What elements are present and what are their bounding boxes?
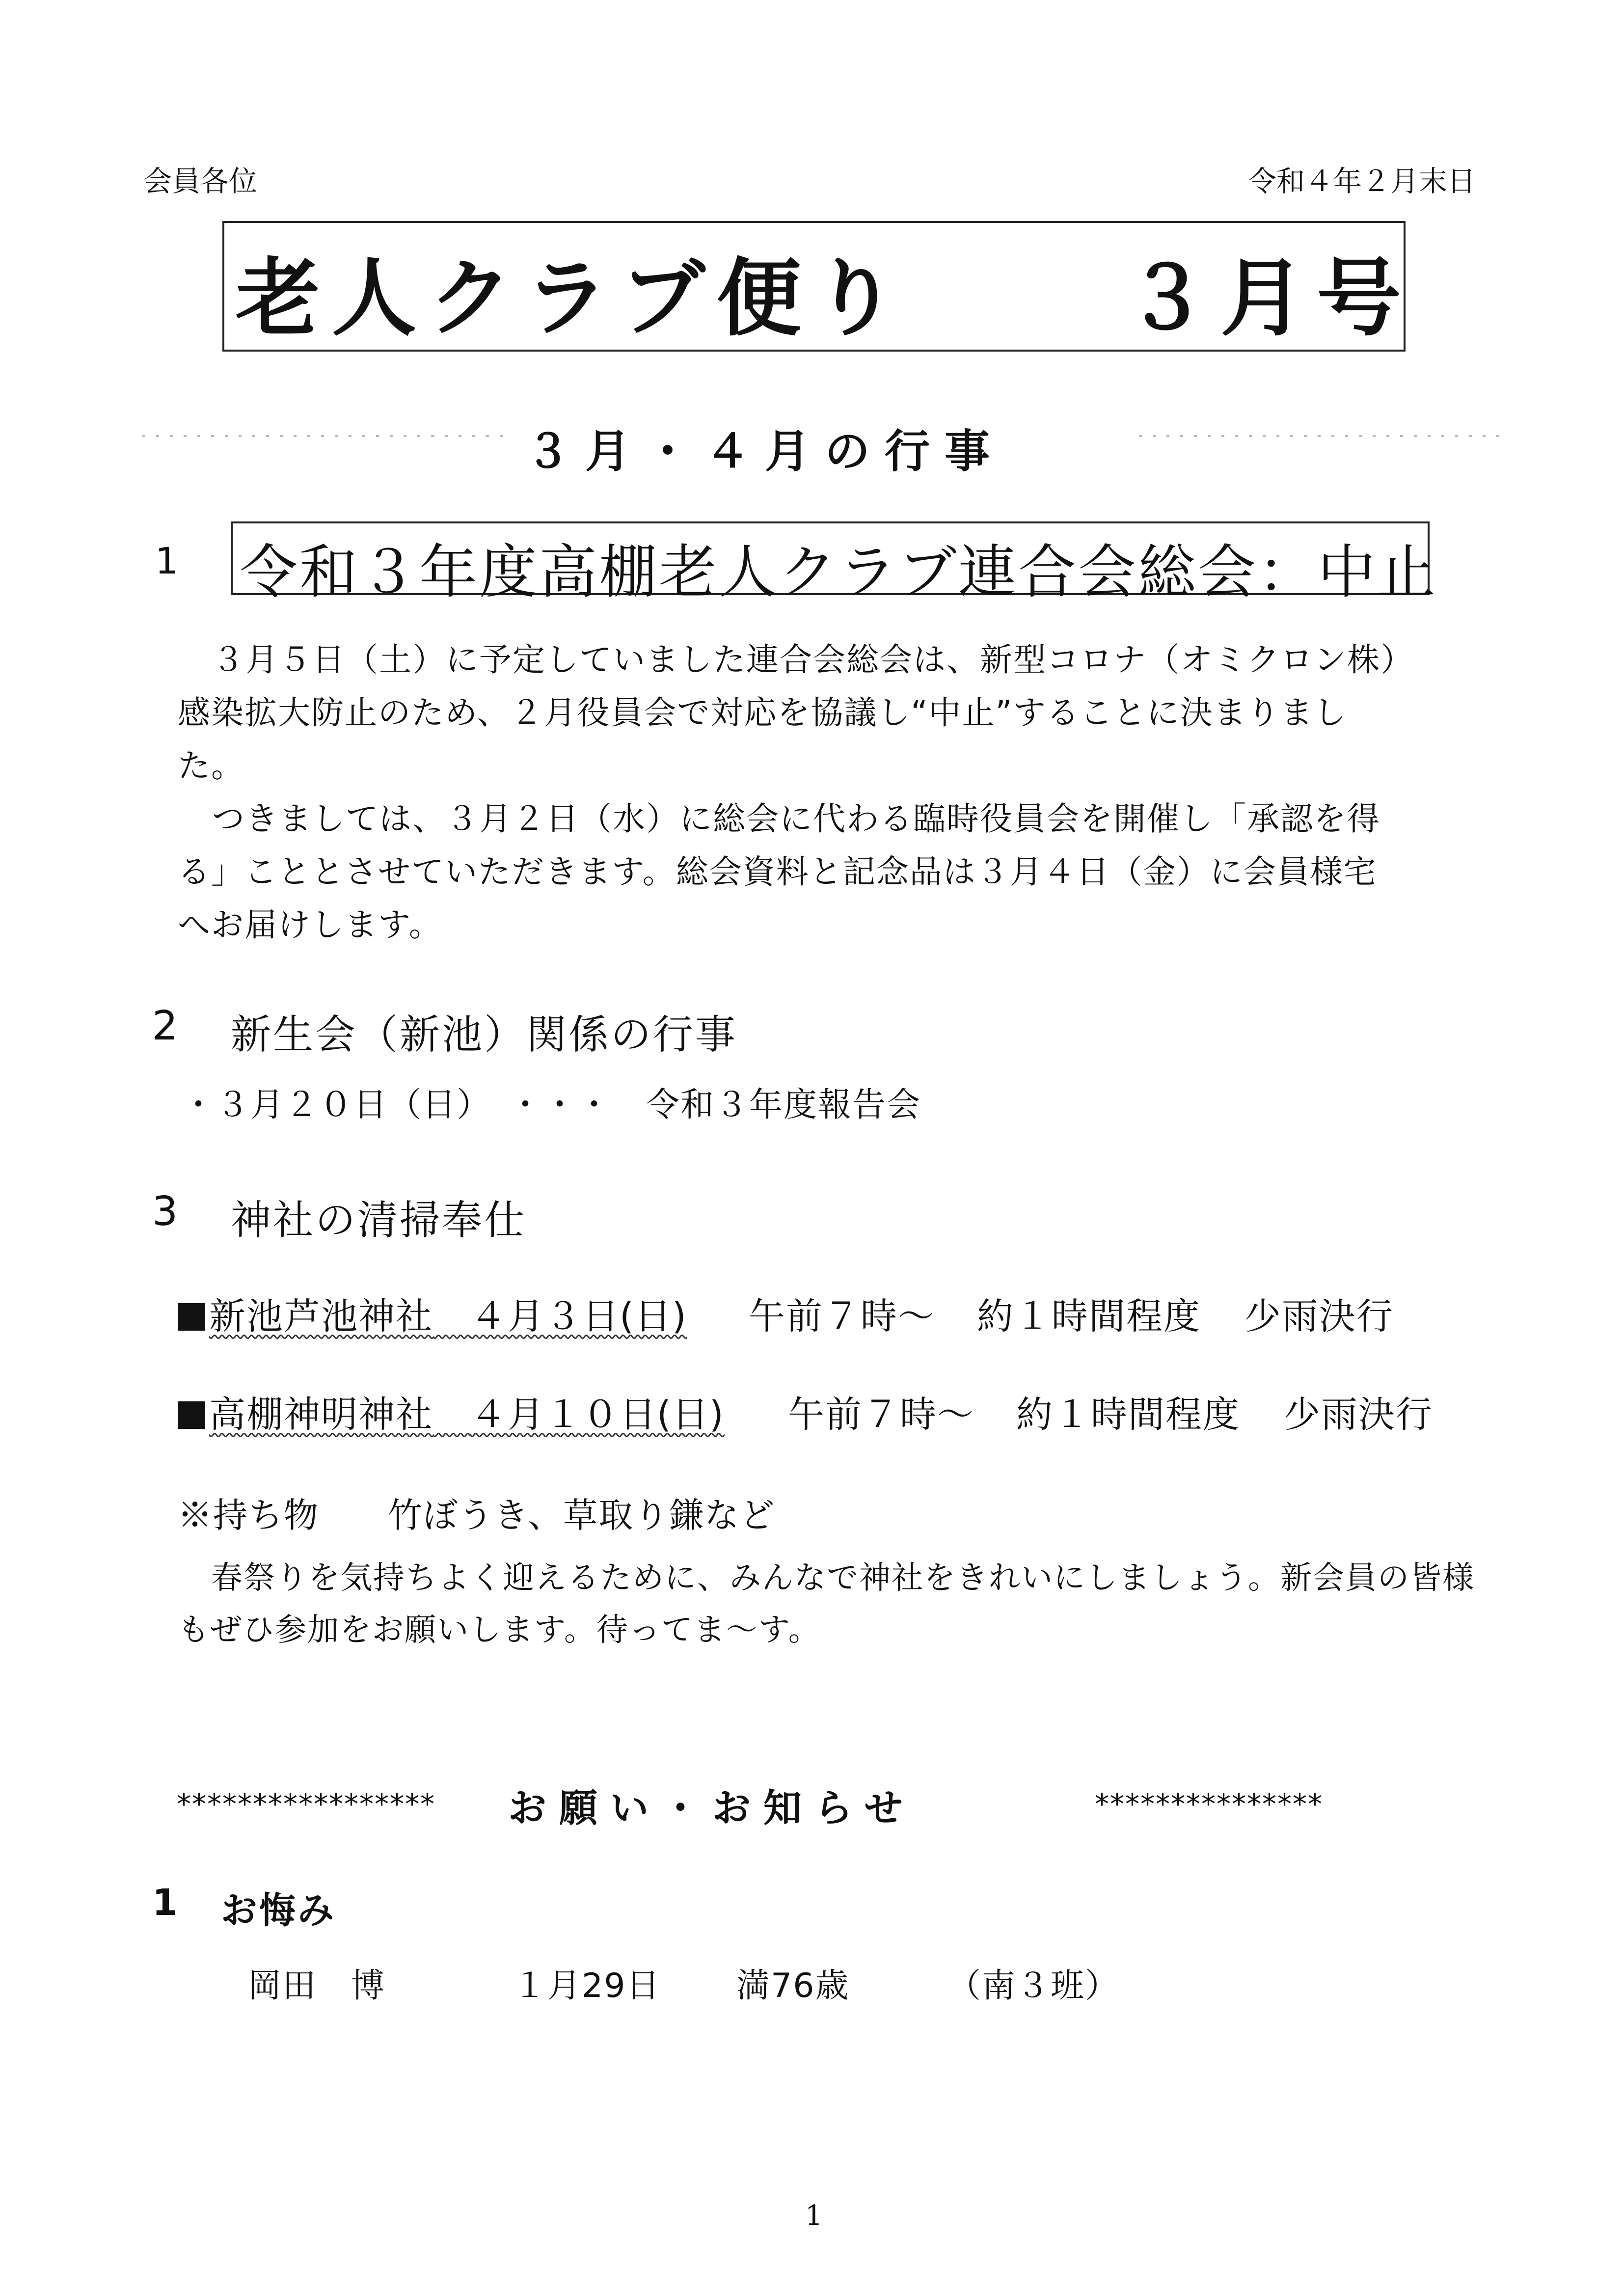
decorative-line-left [142, 426, 506, 446]
page-number: 1 [805, 2200, 823, 2232]
shrine-duration: 約１時間程度 [977, 1295, 1201, 1338]
decorative-line-right [1139, 426, 1502, 446]
items-value: 竹ぼうき、草取り鎌など [388, 1495, 776, 1535]
shrine-row [178, 1386, 725, 1438]
condolence-number: 1 [152, 1882, 180, 1924]
item3-note-line: 春祭りを気持ちよく迎えるために、みんなで神社をきれいにしましょう。新会員の皆様 [211, 1560, 1475, 1596]
newsletter-title: 老人クラブ便り [236, 248, 909, 348]
condolence-name: 岡田 博 [248, 1967, 386, 2005]
condolence-age: 満76歳 [736, 1967, 850, 2005]
addressee: 会員各位 [143, 164, 258, 198]
condolence-group: （南３班） [947, 1967, 1120, 2005]
items-label: ※持ち物 [178, 1495, 319, 1535]
shrine-date: ４月１０日(日) [470, 1394, 725, 1436]
item2-event: ・３月２０日（日） ・・・ 令和３年度報告会 [182, 1086, 921, 1124]
shrine-name: 高棚神明神社 [209, 1394, 433, 1436]
item1-paragraph-line: つきましては、３月２日（水）に総会に代わる臨時役員会を開催し「承認を得 [212, 800, 1380, 838]
shrine-row [178, 1287, 687, 1339]
stars-right: *************** [1095, 1787, 1323, 1821]
notices-heading: お願い・お知らせ [508, 1786, 916, 1831]
condolence-date: １月29日 [513, 1967, 661, 2005]
item1-paragraph-line: 感染拡大防止のため、２月役員会で対応を協議し“中止”することに決まりまし [178, 694, 1347, 732]
shrine-time: 午前７時～ [749, 1295, 935, 1338]
black-square-icon [178, 1401, 205, 1429]
shrine-name: 新池芦池神社 [209, 1295, 433, 1338]
shrine-time: 午前７時～ [788, 1394, 974, 1436]
shrine-date: ４月３日(日) [470, 1295, 687, 1338]
events-heading: ３月・４月の行事 [525, 425, 1005, 478]
item3-note-line: もぜひ参加をお願いします。待ってま～す。 [178, 1612, 821, 1648]
issue-label: ３月号 [1124, 248, 1413, 348]
item3-number: 3 [152, 1188, 180, 1235]
shrine-duration: 約１時間程度 [1016, 1394, 1240, 1436]
condolence-title: お悔み [221, 1889, 336, 1932]
shrine-name-and-date [209, 1295, 687, 1338]
item3-title: 神社の清掃奉仕 [231, 1197, 527, 1244]
item1-paragraph-line: た。 [178, 747, 244, 785]
shrine-name-and-date [209, 1394, 725, 1436]
item1-title: 令和３年度高棚老人クラブ連合会総会：中止 [240, 538, 1438, 606]
item2-title: 新生会（新池）関係の行事 [231, 1011, 738, 1058]
black-square-icon [178, 1303, 205, 1331]
stars-left: ***************** [177, 1787, 435, 1821]
issue-date: 令和４年２月末日 [1247, 164, 1476, 198]
item1-number: 1 [155, 540, 179, 582]
item1-paragraph-line: る」こととさせていただきます。総会資料と記念品は３月４日（金）に会員様宅 [178, 853, 1377, 891]
item2-number: 2 [152, 1003, 180, 1049]
shrine-rain-policy: 少雨決行 [1284, 1394, 1433, 1436]
item1-paragraph-line: へお届けします。 [178, 906, 442, 944]
item1-paragraph-line: ３月５日（土）に予定していました連合会総会は、新型コロナ（オミクロン株） [212, 641, 1414, 679]
shrine-rain-policy: 少雨決行 [1244, 1295, 1394, 1338]
